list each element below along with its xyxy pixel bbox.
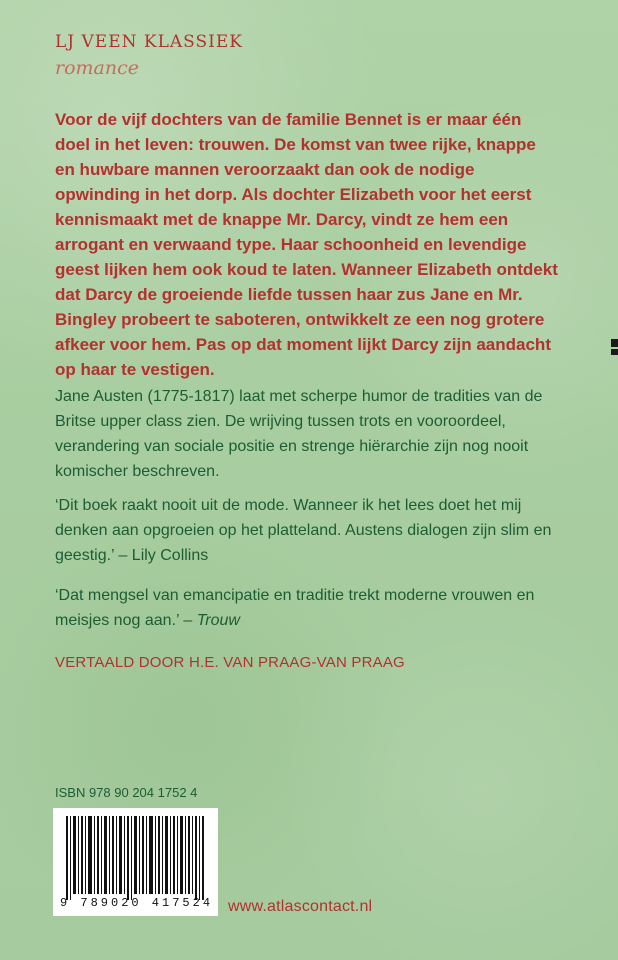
series-title: LJ VEEN KLASSIEK [55,32,243,52]
barcode-bars [66,816,206,900]
quote-text: ‘Dat mengsel van emancipatie en traditie trekt moderne vrouwen en meisjes nog aan.’ – [55,587,535,629]
barcode-number: 9 789020 417524 [60,896,214,910]
quote-source: Trouw [196,612,240,629]
about-paragraph: Jane Austen (1775-1817) laat met scherpe humor de tradities van de Britse upper class zien. De wrijving tussen trots en vooroordeel, verandering van sociale positie en strenge hiërarchie zijn nog nooit komischer beschreven. [55,388,543,480]
translator-credit: VERTAALD DOOR H.E. VAN PRAAG-VAN PRAAG [55,654,405,671]
edge-mark [611,339,618,347]
isbn-label: ISBN 978 90 204 1752 4 [55,785,198,800]
publisher-website: www.atlascontact.nl [228,898,373,915]
barcode [53,808,218,916]
review-quote-trouw [55,583,560,633]
blurb-paragraph: Voor de vijf dochters van de familie Bennet is er maar één doel in het leven: trouwen. De komst van twee rijke, knappe en huwbare mannen veroorzaakt dan ook de nodige opwinding in het dorp. Als dochter Elizabeth voor het eerst kennismaakt met de knappe Mr. Darcy, vindt ze hem een arrogant en verwaand type. Haar schoonheid en levendige geest lijken hem ook koud te laten. Wanneer Elizabeth ontdekt dat Darcy de groeiende liefde tussen haar zus Jane en Mr. Bingley probeert te saboteren, ontwikkelt ze een nog grotere afkeer voor hem. Pas op dat moment lijkt Darcy zijn aandacht op haar te vestigen. [55,110,558,379]
review-quote-lily-collins: ‘Dit boek raakt nooit uit de mode. Wanneer ik het lees doet het mij denken aan opgroeien op het platteland. Austens dialogen zijn slim en geestig.’ – Lily Collins [55,497,552,564]
series-subtitle: romance [55,57,139,79]
